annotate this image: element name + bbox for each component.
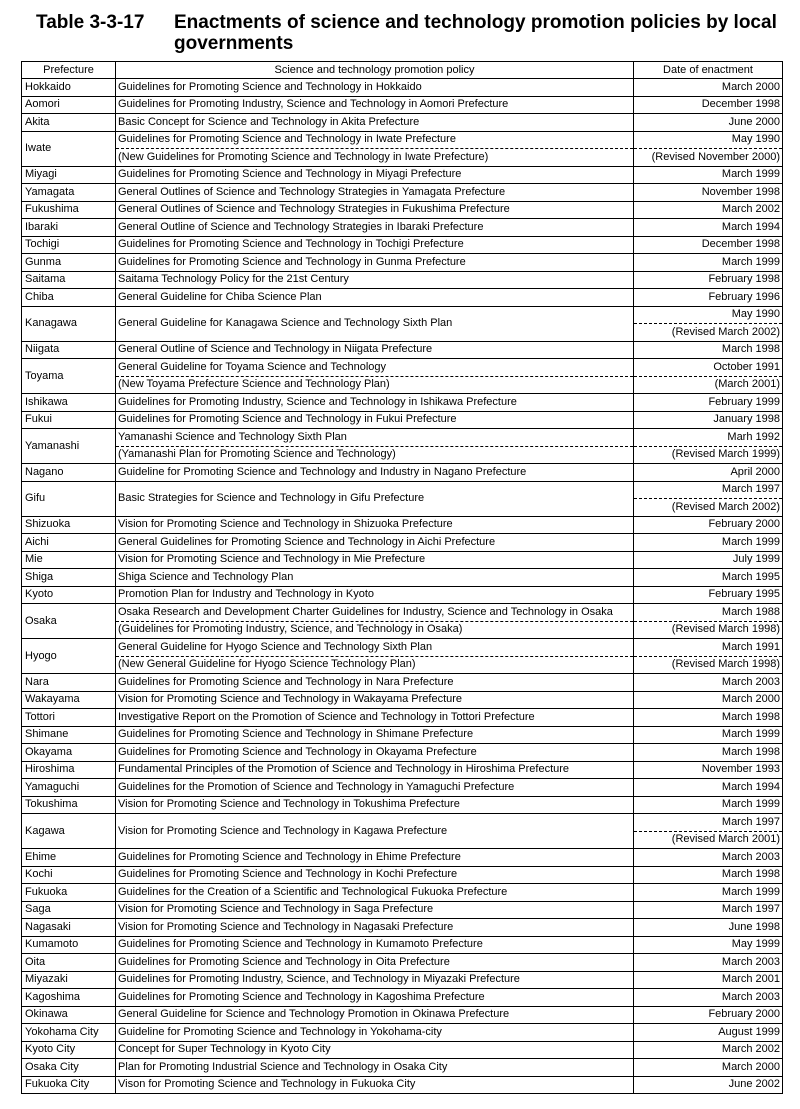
- revised-date-cell: (Revised March 2002): [634, 324, 783, 342]
- prefecture-cell: Hyogo: [22, 639, 116, 674]
- date-cell: November 1998: [634, 184, 783, 202]
- prefecture-cell: Shizuoka: [22, 516, 116, 534]
- date-cell: (Revised March 1998): [634, 621, 783, 639]
- policy-cell: Guidelines for Promoting Science and Technology in Okayama Prefecture: [116, 744, 634, 762]
- policy-cell: Guidelines for Promoting Science and Technology in Shimane Prefecture: [116, 726, 634, 744]
- policy-cell: (Guidelines for Promoting Industry, Science, and Technology in Osaka): [116, 621, 634, 639]
- date-cell: (Revised March 1998): [634, 656, 783, 674]
- date-cell: March 1998: [634, 341, 783, 359]
- table-caption: Enactments of science and technology promotion policies by local governments: [174, 12, 777, 54]
- date-cell: March 1997: [634, 481, 783, 499]
- prefecture-cell: Fukushima: [22, 201, 116, 219]
- column-header-date: Date of enactment: [634, 62, 783, 79]
- date-cell: June 1998: [634, 919, 783, 937]
- policy-cell: Guidelines for the Promotion of Science and Technology in Yamaguchi Prefecture: [116, 779, 634, 797]
- date-cell: May 1990: [634, 131, 783, 149]
- table-row: [22, 954, 783, 972]
- table-row: [22, 761, 783, 779]
- column-header-policy: Science and technology promotion policy: [116, 62, 634, 79]
- date-cell: March 1998: [634, 709, 783, 727]
- policy-cell: Guidelines for Promoting Science and Technology in Oita Prefecture: [116, 954, 634, 972]
- date-cell: Marh 1992: [634, 429, 783, 447]
- date-cell: March 1988: [634, 604, 783, 622]
- table-row: [22, 779, 783, 797]
- date-cell: March 1999: [634, 166, 783, 184]
- date-cell: March 2003: [634, 849, 783, 867]
- table-row: [22, 621, 783, 639]
- table-row: [22, 551, 783, 569]
- policy-cell: (New General Guideline for Hyogo Science Technology Plan): [116, 656, 634, 674]
- prefecture-cell: Shiga: [22, 569, 116, 587]
- date-cell: November 1993: [634, 761, 783, 779]
- table-row: [22, 849, 783, 867]
- prefecture-cell: Nagano: [22, 464, 116, 482]
- table-row: [22, 691, 783, 709]
- prefecture-cell: Toyama: [22, 359, 116, 394]
- table-row: [22, 604, 783, 622]
- policy-cell: General Guideline for Toyama Science and Technology: [116, 359, 634, 377]
- date-cell: March 2003: [634, 674, 783, 692]
- policy-cell: Guidelines for Promoting Science and Technology in Ehime Prefecture: [116, 849, 634, 867]
- date-cell: March 1999: [634, 796, 783, 814]
- prefecture-cell: Aichi: [22, 534, 116, 552]
- table-title: [36, 12, 796, 58]
- table-row: [22, 796, 783, 814]
- prefecture-cell: Fukuoka: [22, 884, 116, 902]
- policy-cell: Yamanashi Science and Technology Sixth Plan: [116, 429, 634, 447]
- prefecture-cell: Okayama: [22, 744, 116, 762]
- prefecture-cell: Tochigi: [22, 236, 116, 254]
- table-row: [22, 131, 783, 149]
- prefecture-cell: Kumamoto: [22, 936, 116, 954]
- policy-cell: Saitama Technology Policy for the 21st Century: [116, 271, 634, 289]
- policy-cell: Guidelines for Promoting Science and Technology in Iwate Prefecture: [116, 131, 634, 149]
- table-row: [22, 411, 783, 429]
- table-row: [22, 534, 783, 552]
- policy-cell: General Guideline for Hyogo Science and Technology Sixth Plan: [116, 639, 634, 657]
- prefecture-cell: Nagasaki: [22, 919, 116, 937]
- prefecture-cell: Osaka City: [22, 1059, 116, 1077]
- table-row: [22, 446, 783, 464]
- table-number: Table 3-3-17: [36, 12, 145, 33]
- policy-cell: Vision for Promoting Science and Technology in Nagasaki Prefecture: [116, 919, 634, 937]
- date-cell: February 1995: [634, 586, 783, 604]
- prefecture-cell: Saga: [22, 901, 116, 919]
- policy-cell: Plan for Promoting Industrial Science and Technology in Osaka City: [116, 1059, 634, 1077]
- prefecture-cell: Yamanashi: [22, 429, 116, 464]
- date-cell: March 2000: [634, 1059, 783, 1077]
- prefecture-cell: Gunma: [22, 254, 116, 272]
- policy-cell: General Guidelines for Promoting Science and Technology in Aichi Prefecture: [116, 534, 634, 552]
- policy-cell: General Outlines of Science and Technology Strategies in Yamagata Prefecture: [116, 184, 634, 202]
- revised-date-cell: (Revised March 2001): [634, 831, 783, 849]
- table-row: [22, 586, 783, 604]
- date-cell: December 1998: [634, 236, 783, 254]
- table-row: [22, 376, 783, 394]
- policy-cell: Basic Concept for Science and Technology in Akita Prefecture: [116, 114, 634, 132]
- date-cell: May 1990: [634, 306, 783, 324]
- policy-cell: Guidelines for the Creation of a Scientific and Technological Fukuoka Prefecture: [116, 884, 634, 902]
- policy-cell: (New Toyama Prefecture Science and Technology Plan): [116, 376, 634, 394]
- date-cell: (Revised November 2000): [634, 149, 783, 167]
- date-cell: March 2000: [634, 79, 783, 97]
- prefecture-cell: Gifu: [22, 481, 116, 516]
- table-row: [22, 341, 783, 359]
- table-row: [22, 219, 783, 237]
- prefecture-cell: Aomori: [22, 96, 116, 114]
- prefecture-cell: Kochi: [22, 866, 116, 884]
- table-row: [22, 971, 783, 989]
- prefecture-cell: Akita: [22, 114, 116, 132]
- policy-cell: (New Guidelines for Promoting Science and Technology in Iwate Prefecture): [116, 149, 634, 167]
- column-header-prefecture: Prefecture: [22, 62, 116, 79]
- table-row: [22, 989, 783, 1007]
- table-row: [22, 236, 783, 254]
- prefecture-cell: Shimane: [22, 726, 116, 744]
- table-row: [22, 1076, 783, 1094]
- policy-cell: Vision for Promoting Science and Technology in Saga Prefecture: [116, 901, 634, 919]
- date-cell: (March 2001): [634, 376, 783, 394]
- date-cell: April 2000: [634, 464, 783, 482]
- date-cell: July 1999: [634, 551, 783, 569]
- policy-cell: General Outlines of Science and Technology Strategies in Fukushima Prefecture: [116, 201, 634, 219]
- table-row: [22, 254, 783, 272]
- policy-cell: Guidelines for Promoting Science and Technology in Kumamoto Prefecture: [116, 936, 634, 954]
- table-row: [22, 1024, 783, 1042]
- policy-cell: Guidelines for Promoting Industry, Science and Technology in Ishikawa Prefecture: [116, 394, 634, 412]
- table-row: [22, 289, 783, 307]
- policy-cell: Vision for Promoting Science and Technology in Kagawa Prefecture: [116, 814, 634, 849]
- policy-cell: Vision for Promoting Science and Technology in Shizuoka Prefecture: [116, 516, 634, 534]
- policy-cell: Guidelines for Promoting Science and Technology in Tochigi Prefecture: [116, 236, 634, 254]
- date-cell: March 2003: [634, 989, 783, 1007]
- prefecture-cell: Tokushima: [22, 796, 116, 814]
- policy-cell: Concept for Super Technology in Kyoto City: [116, 1041, 634, 1059]
- prefecture-cell: Ibaraki: [22, 219, 116, 237]
- table-row: [22, 656, 783, 674]
- date-cell: March 1998: [634, 744, 783, 762]
- table-row: [22, 96, 783, 114]
- table-row: [22, 1059, 783, 1077]
- date-cell: March 2003: [634, 954, 783, 972]
- date-cell: May 1999: [634, 936, 783, 954]
- table-row: [22, 866, 783, 884]
- prefecture-cell: Iwate: [22, 131, 116, 166]
- prefecture-cell: Kyoto City: [22, 1041, 116, 1059]
- table-row: [22, 79, 783, 97]
- date-cell: August 1999: [634, 1024, 783, 1042]
- date-cell: March 2002: [634, 201, 783, 219]
- date-cell: March 1997: [634, 901, 783, 919]
- date-cell: March 1999: [634, 884, 783, 902]
- table-row: [22, 184, 783, 202]
- policy-cell: Guidelines for Promoting Science and Technology in Miyagi Prefecture: [116, 166, 634, 184]
- prefecture-cell: Yamagata: [22, 184, 116, 202]
- table-row: [22, 516, 783, 534]
- table-row: [22, 429, 783, 447]
- table-row: [22, 884, 783, 902]
- table-row: [22, 464, 783, 482]
- date-cell: December 1998: [634, 96, 783, 114]
- prefecture-cell: Fukuoka City: [22, 1076, 116, 1094]
- date-cell: October 1991: [634, 359, 783, 377]
- prefecture-cell: Tottori: [22, 709, 116, 727]
- prefecture-cell: Kagoshima: [22, 989, 116, 1007]
- prefecture-cell: Oita: [22, 954, 116, 972]
- policy-cell: General Outline of Science and Technology Strategies in Ibaraki Prefecture: [116, 219, 634, 237]
- prefecture-cell: Yamaguchi: [22, 779, 116, 797]
- policy-cell: General Guideline for Science and Technology Promotion in Okinawa Prefecture: [116, 1006, 634, 1024]
- policy-cell: General Outline of Science and Technology in Niigata Prefecture: [116, 341, 634, 359]
- prefecture-cell: Kyoto: [22, 586, 116, 604]
- policy-cell: General Guideline for Chiba Science Plan: [116, 289, 634, 307]
- policy-cell: Guideline for Promoting Science and Technology in Yokohama-city: [116, 1024, 634, 1042]
- policy-cell: Basic Strategies for Science and Technology in Gifu Prefecture: [116, 481, 634, 516]
- date-cell: February 2000: [634, 1006, 783, 1024]
- policy-cell: General Guideline for Kanagawa Science and Technology Sixth Plan: [116, 306, 634, 341]
- table-row: [22, 639, 783, 657]
- date-cell: March 1998: [634, 866, 783, 884]
- date-cell: March 1997: [634, 814, 783, 832]
- policy-cell: Investigative Report on the Promotion of Science and Technology in Tottori Prefecture: [116, 709, 634, 727]
- policy-cell: Vision for Promoting Science and Technology in Mie Prefecture: [116, 551, 634, 569]
- table-row: [22, 1041, 783, 1059]
- table-row: [22, 919, 783, 937]
- policy-cell: Guidelines for Promoting Science and Technology in Kochi Prefecture: [116, 866, 634, 884]
- policy-cell: Promotion Plan for Industry and Technology in Kyoto: [116, 586, 634, 604]
- table-row: [22, 569, 783, 587]
- table-row: [22, 1006, 783, 1024]
- date-cell: February 1998: [634, 271, 783, 289]
- policy-cell: Guidelines for Promoting Industry, Science and Technology in Aomori Prefecture: [116, 96, 634, 114]
- policy-cell: Guidelines for Promoting Industry, Science, and Technology in Miyazaki Prefecture: [116, 971, 634, 989]
- prefecture-cell: Osaka: [22, 604, 116, 639]
- policy-cell: Guidelines for Promoting Science and Technology in Gunma Prefecture: [116, 254, 634, 272]
- date-cell: March 1995: [634, 569, 783, 587]
- table-row: [22, 901, 783, 919]
- policy-cell: Vison for Promoting Science and Technology in Fukuoka City: [116, 1076, 634, 1094]
- date-cell: March 1999: [634, 254, 783, 272]
- prefecture-cell: Miyazaki: [22, 971, 116, 989]
- table-body: [22, 79, 783, 1094]
- prefecture-cell: Hiroshima: [22, 761, 116, 779]
- policy-cell: Guidelines for Promoting Science and Technology in Kagoshima Prefecture: [116, 989, 634, 1007]
- table-row: [22, 674, 783, 692]
- date-cell: June 2002: [634, 1076, 783, 1094]
- policy-table: [21, 61, 783, 1094]
- prefecture-cell: Chiba: [22, 289, 116, 307]
- table-row: [22, 306, 783, 324]
- prefecture-cell: Kanagawa: [22, 306, 116, 341]
- date-cell: March 1999: [634, 726, 783, 744]
- table-row: [22, 726, 783, 744]
- policy-cell: Vision for Promoting Science and Technology in Tokushima Prefecture: [116, 796, 634, 814]
- date-cell: March 1994: [634, 219, 783, 237]
- prefecture-cell: Yokohama City: [22, 1024, 116, 1042]
- revised-date-cell: (Revised March 2002): [634, 499, 783, 517]
- table-row: [22, 709, 783, 727]
- table-row: [22, 114, 783, 132]
- table-row: [22, 149, 783, 167]
- policy-cell: Osaka Research and Development Charter Guidelines for Industry, Science and Technology in Osaka: [116, 604, 634, 622]
- prefecture-cell: Saitama: [22, 271, 116, 289]
- table-row: [22, 166, 783, 184]
- date-cell: March 1991: [634, 639, 783, 657]
- prefecture-cell: Mie: [22, 551, 116, 569]
- policy-cell: Fundamental Principles of the Promotion of Science and Technology in Hiroshima Prefecture: [116, 761, 634, 779]
- policy-cell: Guideline for Promoting Science and Technology and Industry in Nagano Prefecture: [116, 464, 634, 482]
- table-row: [22, 814, 783, 832]
- prefecture-cell: Ehime: [22, 849, 116, 867]
- date-cell: March 2000: [634, 691, 783, 709]
- policy-cell: Vision for Promoting Science and Technology in Wakayama Prefecture: [116, 691, 634, 709]
- date-cell: January 1998: [634, 411, 783, 429]
- prefecture-cell: Hokkaido: [22, 79, 116, 97]
- date-cell: March 2001: [634, 971, 783, 989]
- policy-cell: Guidelines for Promoting Science and Technology in Hokkaido: [116, 79, 634, 97]
- table-row: [22, 359, 783, 377]
- date-cell: (Revised March 1999): [634, 446, 783, 464]
- prefecture-cell: Miyagi: [22, 166, 116, 184]
- policy-cell: Shiga Science and Technology Plan: [116, 569, 634, 587]
- prefecture-cell: Wakayama: [22, 691, 116, 709]
- date-cell: June 2000: [634, 114, 783, 132]
- policy-cell: (Yamanashi Plan for Promoting Science and Technology): [116, 446, 634, 464]
- prefecture-cell: Okinawa: [22, 1006, 116, 1024]
- prefecture-cell: Niigata: [22, 341, 116, 359]
- table-row: [22, 936, 783, 954]
- date-cell: March 2002: [634, 1041, 783, 1059]
- date-cell: February 2000: [634, 516, 783, 534]
- policy-cell: Guidelines for Promoting Science and Technology in Nara Prefecture: [116, 674, 634, 692]
- policy-cell: Guidelines for Promoting Science and Technology in Fukui Prefecture: [116, 411, 634, 429]
- date-cell: February 1999: [634, 394, 783, 412]
- prefecture-cell: Kagawa: [22, 814, 116, 849]
- prefecture-cell: Nara: [22, 674, 116, 692]
- date-cell: March 1994: [634, 779, 783, 797]
- table-row: [22, 744, 783, 762]
- table-row: [22, 201, 783, 219]
- date-cell: March 1999: [634, 534, 783, 552]
- table-row: [22, 394, 783, 412]
- table-row: [22, 481, 783, 499]
- prefecture-cell: Ishikawa: [22, 394, 116, 412]
- date-cell: February 1996: [634, 289, 783, 307]
- prefecture-cell: Fukui: [22, 411, 116, 429]
- table-row: [22, 271, 783, 289]
